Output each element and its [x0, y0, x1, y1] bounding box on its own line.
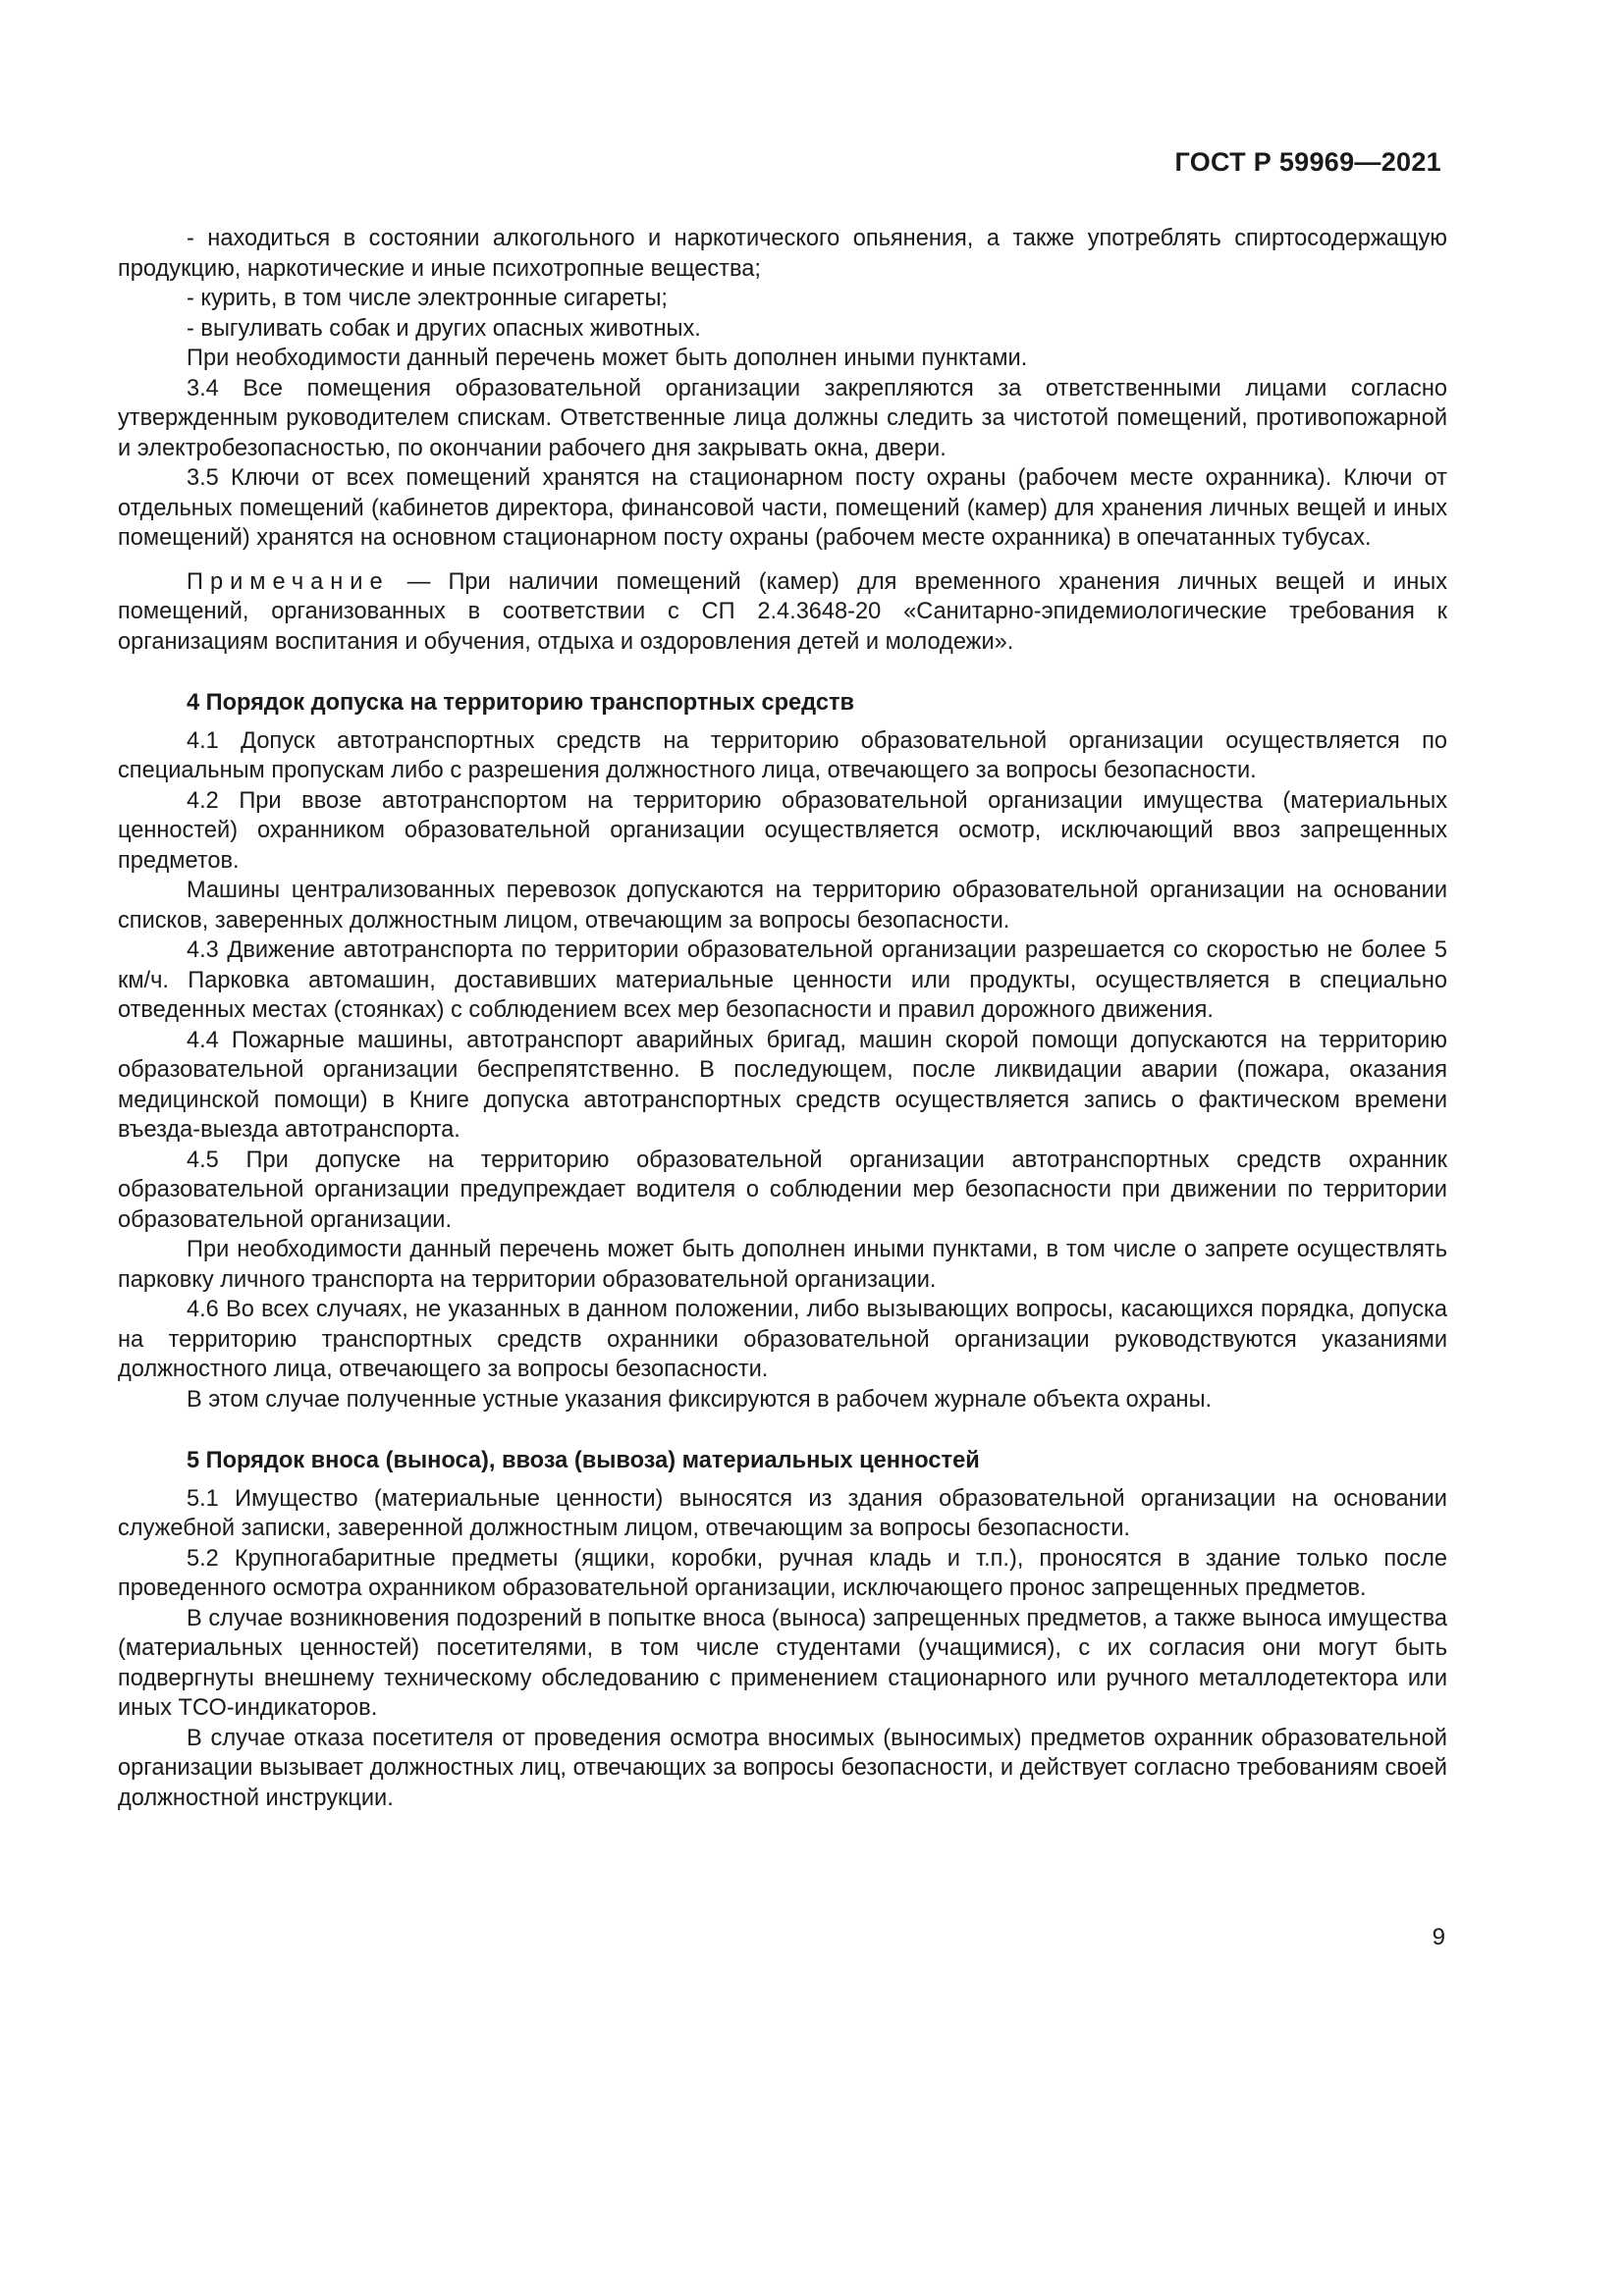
note [118, 567, 1447, 658]
paragraph: 4.5 При допуске на территорию образовательной организации автотранспортных средств охранник образовательной организации предупреждает водителя о соблюдении мер безопасности при движении по территории образовательной организации. [118, 1147, 1447, 1233]
section-heading: 5 Порядок вноса (выноса), ввоза (вывоза) материальных ценностей [187, 1448, 980, 1473]
paragraph: 3.4 Все помещения образовательной организации закрепляются за ответственными лицами согласно утвержденным руководителем спискам. Ответственные лица должны следить за чистотой помещений, противопожарной и электробезопасностью, по окончании рабочего дня закрывать окна, двери. [118, 375, 1447, 461]
paragraph: 5.1 Имущество (материальные ценности) выносятся из здания образовательной организации на основании служебной записки, заверенной должностным лицом, отвечающим за вопросы безопасности. [118, 1485, 1447, 1541]
paragraph: 5.2 Крупногабаритные предметы (ящики, коробки, ручная кладь и т.п.), проносятся в здание только после проведенного осмотра охранником образовательной организации, исключающего пронос запрещенных предметов. [118, 1545, 1447, 1601]
paragraph: 4.3 Движение автотранспорта по территории образовательной организации разрешается со скоростью не более 5 км/ч. Парковка автомашин, доставивших материальные ценности или продукты, осуществляется в специально отведенных местах (стоянках) с соблюдением всех мер безопасности и правил дорожного движения. [118, 937, 1447, 1023]
paragraph: В этом случае полученные устные указания фиксируются в рабочем журнале объекта охраны. [187, 1386, 1213, 1413]
paragraph: - находиться в состоянии алкогольного и наркотического опьянения, а также употреблять спиртосодержащую продукцию, наркотические и иные психотропные вещества; [118, 226, 1447, 282]
paragraph: - курить, в том числе электронные сигареты; [187, 286, 668, 311]
section-heading: 4 Порядок допуска на территорию транспортных средств [187, 690, 855, 716]
paragraph: В случае возникновения подозрений в попытке вноса (выноса) запрещенных предметов, а также выноса имущества (материальных ценностей) посетителями, в том числе студентами (учащимися), с их согласия они могут быть подвергнуты внешнему техническому обследованию с применением стационарного или ручного металлодетектора или иных ТСО-индикаторов. [118, 1605, 1447, 1721]
document-body [118, 224, 1447, 1813]
paragraph: В случае отказа посетителя от проведения осмотра вносимых (выносимых) предметов охранник образовательной организации вызывает должностных лиц, отвечающих за вопросы безопасности, и действует согласно требованиям своей должностной инструкции. [118, 1725, 1447, 1811]
paragraph: - выгуливать собак и других опасных животных. [187, 315, 701, 342]
page-number: 9 [1432, 1924, 1445, 1950]
paragraph: 4.6 Во всех случаях, не указанных в данном положении, либо вызывающих вопросы, касающихся порядка, допуска на территорию транспортных средств охранники образовательной организации руководствуются указаниями должностного лица, отвечающего за вопросы безопасности. [118, 1297, 1447, 1382]
paragraph: При необходимости данный перечень может быть дополнен иными пунктами, в том числе о запрете осуществлять парковку личного транспорта на территории образовательной организации. [118, 1237, 1447, 1293]
note-text: — При наличии помещений (камер) для временного хранения личных вещей и иных помещений, организованных в соответствии с СП 2.4.3648-20 «Санитарно-эпидемиологические требования к организациям воспитания и обучения, отдыха и оздоровления детей и молодежи». [118, 568, 1447, 655]
document-header: ГОСТ Р 59969—2021 [1174, 147, 1441, 177]
paragraph: При необходимости данный перечень может быть дополнен иными пунктами. [187, 346, 1028, 371]
paragraph: Машины централизованных перевозок допускаются на территорию образовательной организации на основании списков, заверенных должностным лицом, отвечающим за вопросы безопасности. [118, 878, 1447, 934]
paragraph: 4.4 Пожарные машины, автотранспорт аварийных бригад, машин скорой помощи допускаются на территорию образовательной организации беспрепятственно. В последующем, после ликвидации аварии (пожара, оказания медицинской помощи) в Книге допуска автотранспортных средств осуществляется запись о фактическом времени въезда-выезда автотранспорта. [118, 1027, 1447, 1143]
paragraph: 4.1 Допуск автотранспортных средств на территорию образовательной организации осуществляется по специальным пропускам либо с разрешения должностного лица, отвечающего за вопросы безопасности. [118, 727, 1447, 783]
paragraph: 3.5 Ключи от всех помещений хранятся на стационарном посту охраны (рабочем месте охранника). Ключи от отдельных помещений (кабинетов директора, финансовой части, помещений (камер) для хранения личных вещей и иных помещений) хранятся на основном стационарном посту охраны (рабочем месте охранника) в опечатанных тубусах. [118, 465, 1447, 551]
note-label: Примечание [187, 568, 390, 595]
paragraph: 4.2 При ввозе автотранспортом на территорию образовательной организации имущества (материальных ценностей) охранником образовательной организации осуществляется осмотр, исключающий ввоз запрещенных предметов. [118, 787, 1447, 874]
